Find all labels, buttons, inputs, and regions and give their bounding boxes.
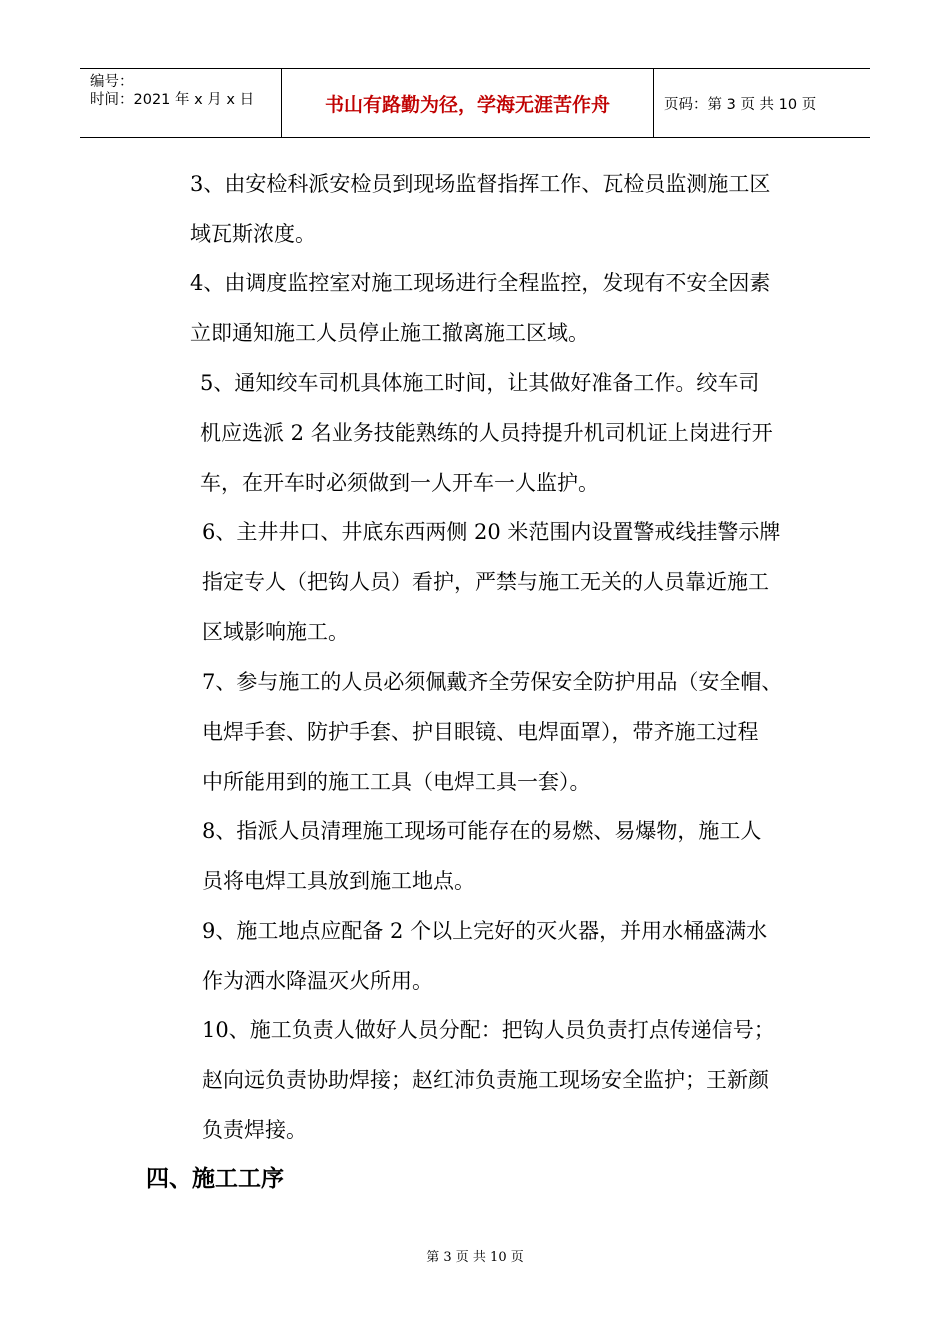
document-number-label: 编号： bbox=[90, 74, 134, 90]
paragraph-line: 车，在开车时必须做到一人开车一人监护。 bbox=[200, 471, 599, 495]
paragraph-item-7 bbox=[202, 657, 782, 807]
document-time-label: 时间：2021 年 x 月 x 日 bbox=[90, 92, 255, 108]
paragraph-item-9 bbox=[202, 906, 767, 1006]
page-footer: 第 3 页 共 10 页 bbox=[426, 1250, 524, 1265]
paragraph-item-4 bbox=[190, 258, 770, 358]
paragraph-line: 区域影响施工。 bbox=[202, 620, 349, 644]
paragraph-line: 8、指派人员清理施工现场可能存在的易燃、易爆物，施工人 bbox=[202, 819, 762, 843]
header-page-code: 页码：第 3 页 共 10 页 bbox=[664, 96, 817, 113]
paragraph-item-3 bbox=[190, 159, 770, 259]
paragraph-line: 负责焊接。 bbox=[202, 1118, 307, 1142]
paragraph-line: 机应选派 2 名业务技能熟练的人员持提升机司机证上岗进行开 bbox=[200, 421, 773, 445]
section-heading: 四、施工工序 bbox=[146, 1166, 284, 1192]
paragraph-line: 10、施工负责人做好人员分配：把钩人员负责打点传递信号； bbox=[202, 1018, 775, 1042]
paragraph-line: 指定专人（把钩人员）看护，严禁与施工无关的人员靠近施工 bbox=[202, 570, 769, 594]
paragraph-line: 赵向远负责协助焊接；赵红沛负责施工现场安全监护；王新颜 bbox=[202, 1068, 769, 1092]
paragraph-line: 作为洒水降温灭火所用。 bbox=[202, 969, 433, 993]
header-meta bbox=[80, 69, 282, 137]
paragraph-item-6 bbox=[202, 507, 780, 657]
paragraph-line: 6、主井井口、井底东西两侧 20 米范围内设置警戒线挂警示牌 bbox=[202, 520, 781, 544]
paragraph-item-5 bbox=[200, 358, 773, 508]
paragraph-item-8 bbox=[202, 806, 761, 906]
paragraph-line: 电焊手套、防护手套、护目眼镜、电焊面罩），带齐施工过程 bbox=[202, 720, 759, 744]
paragraph-line: 7、参与施工的人员必须佩戴齐全劳保安全防护用品（安全帽、 bbox=[202, 670, 783, 694]
paragraph-line: 9、施工地点应配备 2 个以上完好的灭火器，并用水桶盛满水 bbox=[202, 919, 768, 943]
paragraph-item-10 bbox=[202, 1005, 775, 1155]
paragraph-line: 立即通知施工人员停止施工撤离施工区域。 bbox=[190, 321, 589, 345]
paragraph-line: 5、通知绞车司机具体施工时间，让其做好准备工作。绞车司 bbox=[200, 371, 760, 395]
paragraph-line: 中所能用到的施工工具（电焊工具一套）。 bbox=[202, 770, 591, 794]
paragraph-line: 员将电焊工具放到施工地点。 bbox=[202, 869, 475, 893]
paragraph-line: 域瓦斯浓度。 bbox=[190, 222, 316, 246]
header-motto: 书山有路勤为径，学海无涯苦作舟 bbox=[282, 69, 654, 137]
page-header bbox=[80, 68, 870, 138]
paragraph-line: 4、由调度监控室对施工现场进行全程监控，发现有不安全因素 bbox=[190, 271, 771, 295]
paragraph-line: 3、由安检科派安检员到现场监督指挥工作、瓦检员监测施工区 bbox=[190, 172, 771, 196]
